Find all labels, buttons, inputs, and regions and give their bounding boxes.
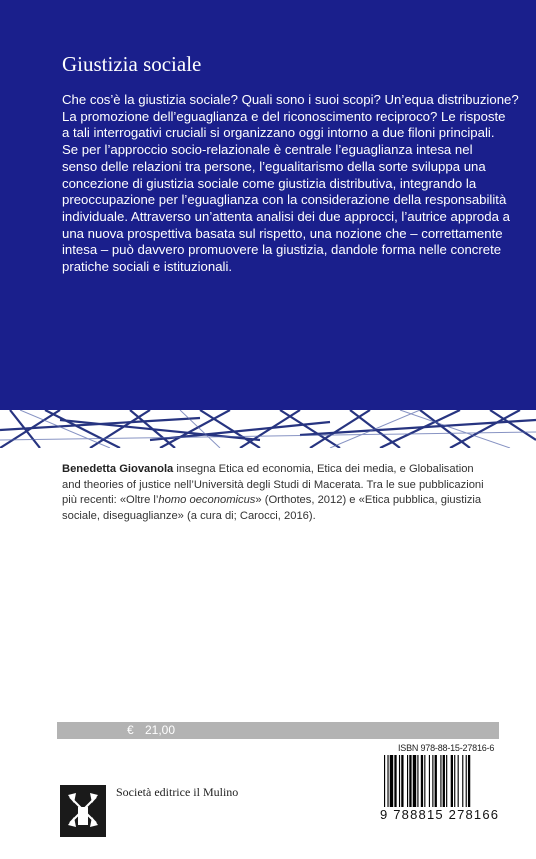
bio-text: » (Orthotes, 2012) e «Etica pubblica, giustizia [255,494,482,507]
bio-line [62,462,512,478]
book-title: Giustizia sociale [62,52,202,76]
blurb-line: concezione di giustizia sociale come giustizia distributiva, integrando la [62,175,477,191]
blurb-line: senso delle relazioni tra persone, l’egualitarismo della sorte sviluppa una [62,158,486,174]
blurb-line: La promozione dell’eguaglianza e del riconoscimento reciproco? Le risposte [62,108,506,124]
blurb-line: Se per l’approccio socio-relazionale è centrale l’eguaglianza intesa nel [62,142,473,158]
windmill-logo-icon [60,785,106,837]
blurb-line: preoccupazione per l’eguaglianza con la considerazione della responsabilità [62,192,507,208]
bio-line: sociale, diseguaglianze» (a cura di; Carocci, 2016). [62,509,316,522]
author-bio [62,462,512,524]
blurb-line: Che cos’è la giustizia sociale? Quali sono i suoi scopi? Un’equa distribuzione? [62,92,519,107]
book-blurb [62,92,517,276]
price-value: 21,00 [145,723,176,737]
bio-text: insegna Etica ed economia, Etica dei media, e Globalisation [173,463,474,475]
blurb-line: una nuova prospettiva basata sul rispetto, una nozione che – correttamente [62,225,503,241]
cover-panel [0,0,536,410]
blurb-line: individuale. Attraverso un’attenta analisi dei due approcci, l’autrice approda a [62,208,510,224]
price-currency: € [127,723,134,737]
bio-line [62,493,512,509]
isbn-label: ISBN 978-88-15-27816-6 [398,743,495,753]
blurb-line: a tali interrogativi cruciali si organizzano oggi intorno a due filoni principali. [62,125,495,141]
bio-italic-title: homo oeconomicus [158,494,256,507]
isbn-barcode [380,743,510,825]
network-lines-graphic [0,410,536,448]
bio-line: and theories of justice nell’Università degli Studi di Macerata. Tra le sue pubblicazioni [62,478,484,491]
author-name: Benedetta Giovanola [62,463,174,475]
publisher-name: Società editrice il Mulino [116,785,239,799]
blurb-line: pratiche sociali e istituzionali. [62,259,233,275]
barcode-digits: 9 788815 278166 [380,807,500,822]
blurb-line: intesa – può davvero promuovere la giustizia, dandole forma nelle concrete [62,242,502,258]
bio-text: più recenti: «Oltre l’ [62,494,159,507]
price-bar [57,722,499,739]
